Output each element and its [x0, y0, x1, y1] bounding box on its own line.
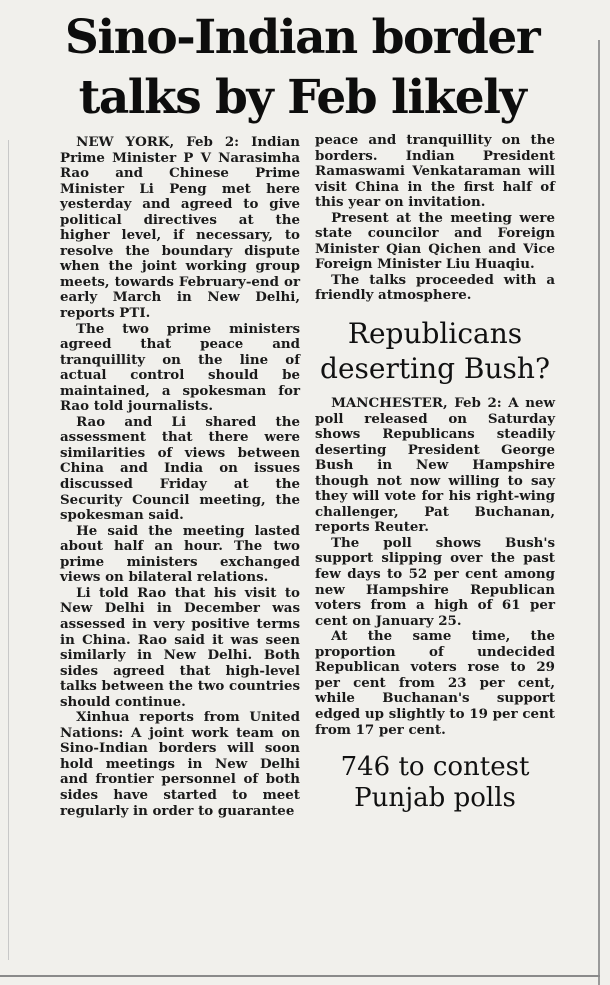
article-paragraph: NEW YORK, Feb 2: Indian Prime Minister P V Narasimha Rao and Chinese Prime Minister Li Peng met here yesterday and agreed to give political directives at the higher level, if necessary, to resolve the boundary dispute when the joint working group meets, towards February-end or early March in New Delhi, reports PTI. [60, 134, 300, 322]
second-headline: Republicans deserting Bush? [320, 317, 550, 386]
article-paragraph: The poll shows Bush's support slipping over the past few days to 52 per cent among new Hampshire Republican voters from a high of 61 per cent on January 25. [315, 534, 555, 629]
column-rule-right [598, 40, 600, 985]
main-article-column-left [60, 135, 300, 819]
article-paragraph: The talks proceeded with a friendly atmosphere. [315, 271, 555, 304]
article-paragraph: MANCHESTER, Feb 2: A new poll released on Saturday shows Republicans steadily deserting President George Bush in New Hampshire though not now willing to say they will vote for his right-wing challenger, Pat Buchanan, reports Reuter. [315, 395, 555, 536]
page-bottom-rule [0, 975, 600, 977]
article-paragraph: He said the meeting lasted about half an hour. The two prime ministers exchanged views on bilateral relations. [60, 522, 300, 586]
main-article-column-right [315, 133, 555, 824]
article-paragraph: The two prime ministers agreed that peace and tranquillity on the line of actual control should be maintained, a spokesman for Rao told journalists. [60, 320, 300, 415]
article-paragraph: peace and tranquillity on the borders. Indian President Ramaswami Venkataraman will visit China in the first half of this year on invitation. [315, 132, 555, 211]
article-paragraph: Xinhua reports from United Nations: A joint work team on Sino-Indian borders will soon hold meetings in New Delhi and frontier personnel of both sides have started to meet regularly in order to guarantee [60, 709, 300, 819]
article-paragraph: Present at the meeting were state councilor and Foreign Minister Qian Qichen and Vice Foreign Minister Liu Huaqiu. [315, 209, 555, 273]
article-paragraph: At the same time, the proportion of undecided Republican voters rose to 29 per cent from 23 per cent, while Buchanan's support edged up slightly to 19 per cent from 17 per cent. [315, 628, 555, 738]
article-paragraph: Rao and Li shared the assessment that there were similarities of views between China and India on issues discussed Friday at the Security Council meeting, the spokesman said. [60, 413, 300, 524]
article-paragraph: Li told Rao that his visit to New Delhi in December was assessed in very positive terms in China. Rao said it was seen similarly in New Delhi. Both sides agreed that high-level talks between the two countries should continue. [60, 584, 300, 710]
dateline: NEW YORK, Feb 2: [76, 134, 240, 150]
main-headline: Sino-Indian border talks by Feb likely [64, 10, 540, 125]
dateline: MANCHESTER, Feb 2: [331, 395, 502, 412]
third-headline: 746 to contest Punjab polls [340, 752, 530, 814]
column-rule-left [8, 140, 9, 960]
